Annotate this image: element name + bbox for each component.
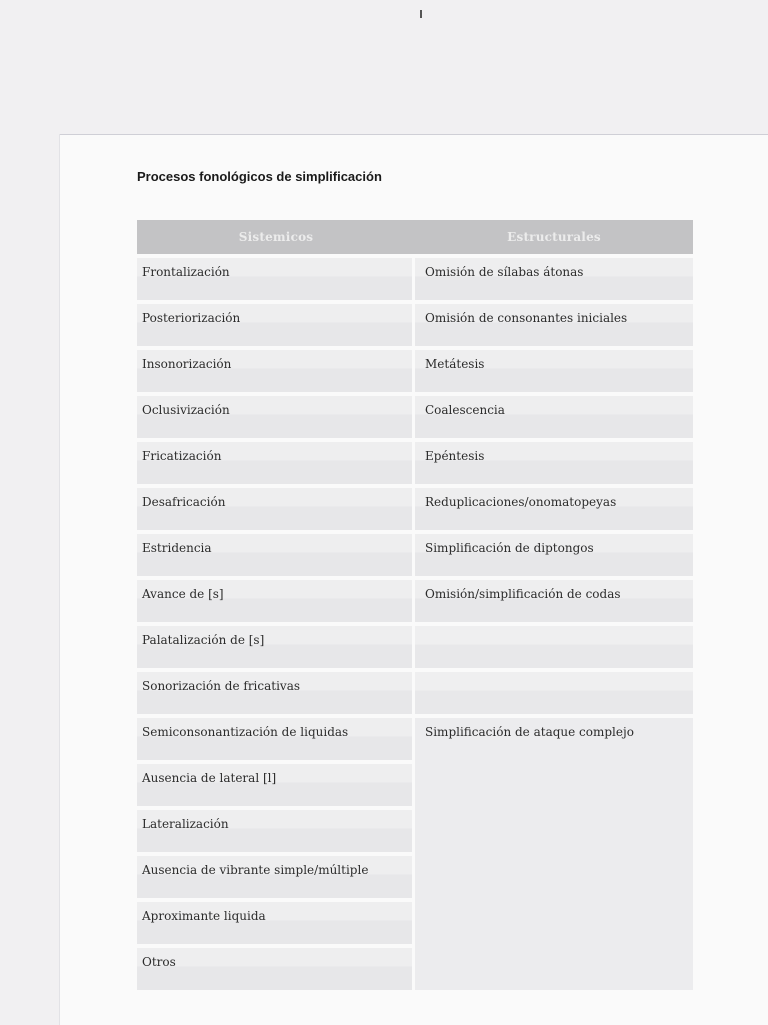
cell-text: Semiconsonantización de liquidas xyxy=(142,725,349,739)
cell-text: Estridencia xyxy=(142,541,212,555)
scan-mark xyxy=(420,10,422,18)
table-cell xyxy=(415,580,693,622)
table-cell-empty xyxy=(415,626,693,668)
cell-text: Simplificación de ataque complejo xyxy=(425,725,634,739)
cell-text: Sonorización de fricativas xyxy=(142,679,301,693)
cell-text: Palatalización de [s] xyxy=(142,633,265,647)
table-cell xyxy=(415,304,693,346)
column-sistemicos xyxy=(137,258,412,994)
document-title: Procesos fonológicos de simplificación xyxy=(137,169,382,184)
table-cell-empty xyxy=(415,672,693,714)
table-cell xyxy=(137,350,412,392)
table-cell xyxy=(137,580,412,622)
cell-text: Ausencia de lateral [l] xyxy=(142,771,277,785)
cell-text: Lateralización xyxy=(142,817,229,831)
cell-text: Oclusivización xyxy=(142,403,230,417)
table-cell xyxy=(415,534,693,576)
table-cell-merged xyxy=(415,718,693,990)
cell-text: Epéntesis xyxy=(425,449,485,463)
cell-text: Posteriorización xyxy=(142,311,241,325)
cell-text: Desafricación xyxy=(142,495,226,509)
table-cell xyxy=(137,810,412,852)
cell-text: Metátesis xyxy=(425,357,485,371)
table-cell xyxy=(137,488,412,530)
column-estructurales xyxy=(415,258,693,994)
table-cell xyxy=(415,488,693,530)
table-cell xyxy=(137,534,412,576)
cell-text: Frontalización xyxy=(142,265,230,279)
table-cell xyxy=(415,396,693,438)
cell-text: Omisión de sílabas átonas xyxy=(425,265,584,279)
cell-text: Reduplicaciones/onomatopeyas xyxy=(425,495,617,509)
table-cell xyxy=(137,672,412,714)
table-cell xyxy=(137,442,412,484)
header-sistemicos: Sistemicos xyxy=(238,230,314,244)
cell-text: Coalescencia xyxy=(425,403,505,417)
table-cell xyxy=(137,764,412,806)
table-body xyxy=(137,258,693,994)
document-sheet xyxy=(60,134,768,1025)
table-cell xyxy=(137,396,412,438)
process-table xyxy=(137,220,693,994)
table-cell xyxy=(415,350,693,392)
table-cell xyxy=(137,626,412,668)
cell-text: Fricatización xyxy=(142,449,222,463)
table-cell xyxy=(137,902,412,944)
cell-text: Otros xyxy=(142,955,176,969)
table-header xyxy=(137,220,693,254)
cell-text: Omisión/simplificación de codas xyxy=(425,587,621,601)
cell-text: Simplificación de diptongos xyxy=(425,541,594,555)
table-cell xyxy=(137,718,412,760)
cell-text: Ausencia de vibrante simple/múltiple xyxy=(142,863,369,877)
table-cell xyxy=(137,948,412,990)
cell-text: Avance de [s] xyxy=(142,587,224,601)
cell-text: Omisión de consonantes iniciales xyxy=(425,311,628,325)
table-cell xyxy=(415,442,693,484)
cell-text: Insonorización xyxy=(142,357,232,371)
table-cell xyxy=(137,304,412,346)
table-cell xyxy=(415,258,693,300)
table-cell xyxy=(137,258,412,300)
cell-text: Aproximante liquida xyxy=(142,909,266,923)
header-estructurales: Estructurales xyxy=(507,230,601,244)
table-cell xyxy=(137,856,412,898)
